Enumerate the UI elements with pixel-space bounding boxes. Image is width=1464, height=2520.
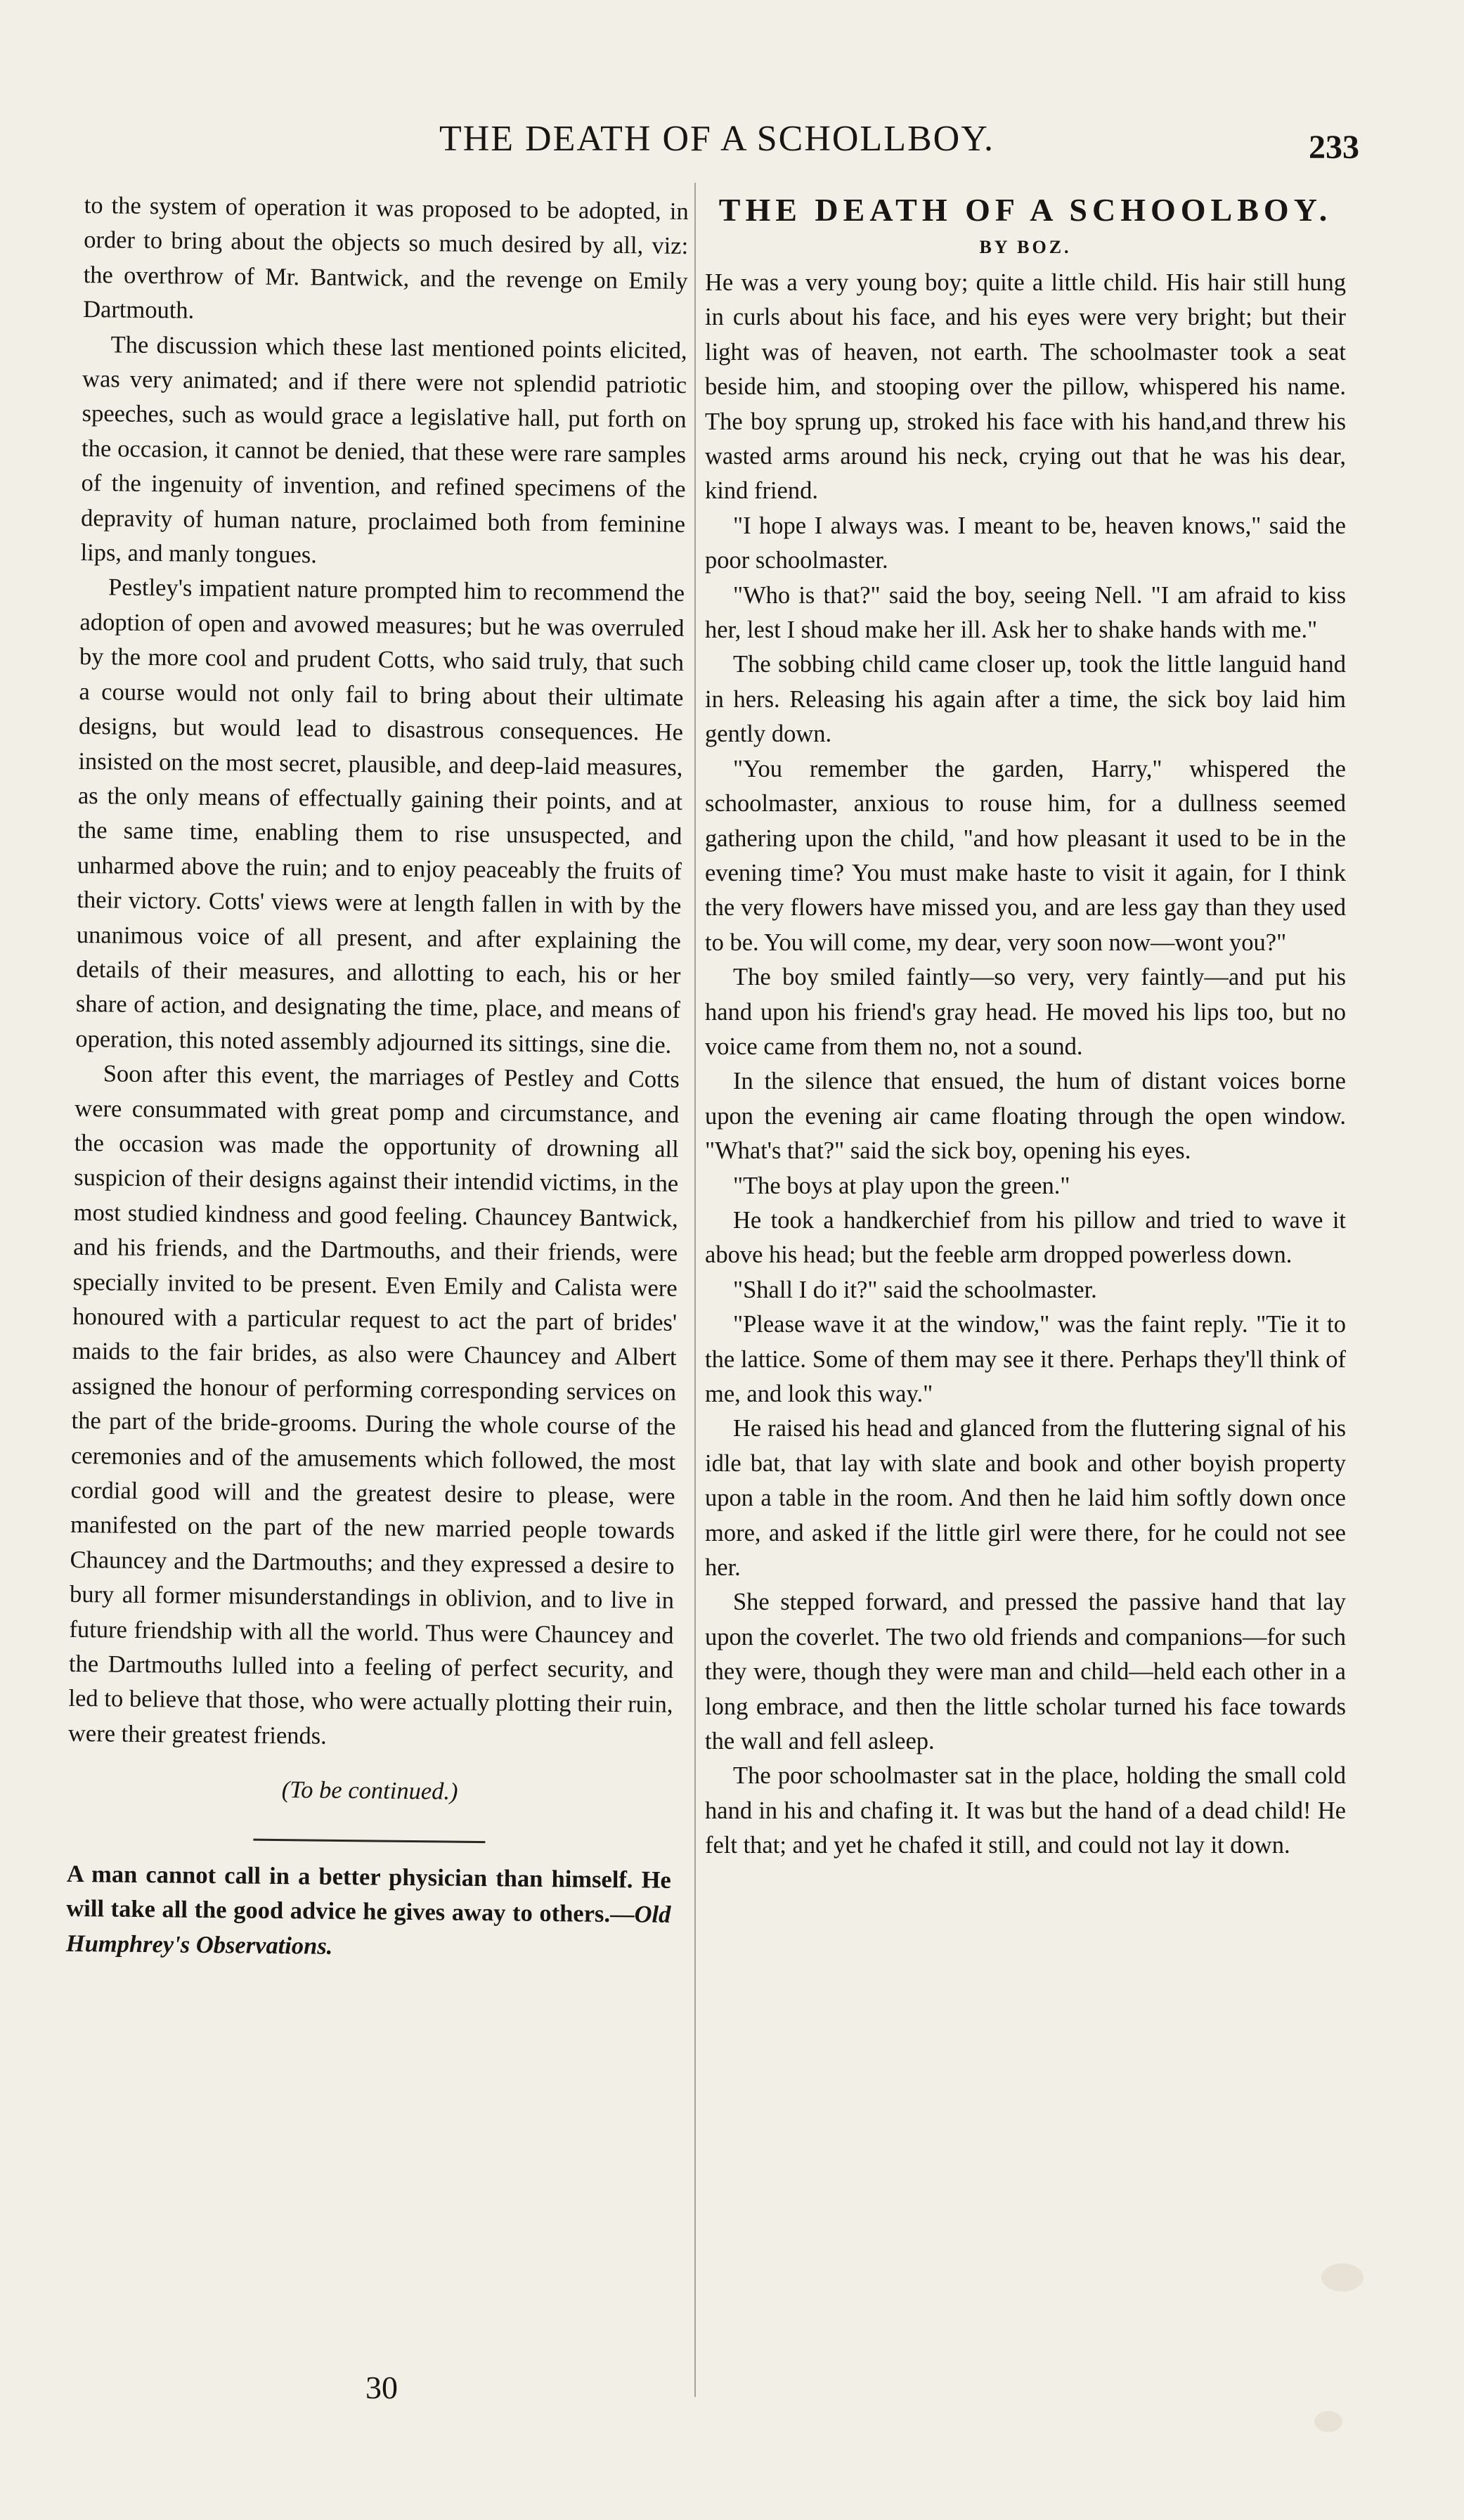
left-paragraph: The discussion which these last mentioned points elicited, was very animated; and if there were not splendid patriotic speeches, such as would grace a legislative hall, put forth on the occasion, it cannot be denied, that these were rare samples of the ingenuity of invention, and refined specimens of the depravity of human nature, proclaimed both from feminine lips, and manly tongues. xyxy=(80,331,687,569)
paper-stain xyxy=(1321,2263,1363,2292)
left-paragraph: Soon after this event, the marriages of Pestley and Cotts were consummated with great pomp and circumstance, and the occasion was made the opportunity of drowning all suspicion of their designs against their intendid victims, in the most studied kindness and good feeling. Chauncey Bantwick, and his friends, and the Dartmouths, and their friends, were specially invited to be present. Even Emily and Calista were honoured with a particular request to act the part of brides' maids to the fair brides, as also were Chauncey and Albert assigned the honour of performing corresponding services on the part of the bride-grooms. During the whole course of the ceremonies and of the amusements which followed, the most cordial good will and the greatest desire to please, were manifested on the part of the new married people towards Chauncey and the Dartmouths; and they expressed a desire to bury all former misunderstandings in oblivion, and to live in future friendship with all the world. Thus were Chauncey and the Dartmouths lulled into a feeling of perfect security, and led to believe that those, who were actually plotting their ruin, were their greatest friends. xyxy=(67,1060,680,1750)
right-paragraph: "Please wave it at the window," was the faint reply. "Tie it to the lattice. Some of them may see it there. Perhaps they'll think of me, and look this way." xyxy=(705,1311,1346,1407)
aphorism-text: A man cannot call in a better physician than himself. He will take all the good advice he gives away to others.— xyxy=(66,1860,672,1928)
right-paragraph: In the silence that ensued, the hum of distant voices borne upon the evening air came floating through the open window. "What's that?" said the sick boy, opening his eyes. xyxy=(705,1068,1346,1165)
right-paragraph: "I hope I always was. I meant to be, heaven knows," said the poor schoolmaster. xyxy=(705,512,1346,574)
aphorism xyxy=(66,1857,672,1967)
right-column xyxy=(705,190,1346,1863)
right-paragraph: The poor schoolmaster sat in the place, holding the small cold hand in his and chafing it. It was but the hand of a dead child! He felt that; and yet he chafed it still, and could not lay it down. xyxy=(705,1762,1346,1859)
folio-number: 30 xyxy=(365,2370,398,2405)
right-paragraph: He raised his head and glanced from the fluttering signal of his idle bat, that lay with slate and book and other boyish property upon a table in the room. And then he laid him softly down once more, and asked if the little girl were there, for he could not see her. xyxy=(705,1415,1346,1582)
page-number: 233 xyxy=(1309,129,1359,166)
left-paragraph: to the system of operation it was proposed to be adopted, in order to bring about the objects so much desired by all, viz: the overthrow of Mr. Bantwick, and the revenge on Emily Dartmouth. xyxy=(82,191,689,324)
column-divider xyxy=(694,183,696,2397)
left-paragraph: Pestley's impatient nature prompted him to recommend the adoption of open and avowed measures; but he was overruled by the more cool and prudent Cotts, who said truly, that such a course would not only fail to bring about their ultimate designs, but would lead to disastrous consequences. He insisted on the most secret, plausible, and deep-laid measures, as the only means of effectually gaining their points, and at the same time, enabling them to rise unsuspected, and unharmed above the ruin; and to enjoy peaceably the fruits of their victory. Cotts' views were at length fallen in with by the unanimous voice of all present, and after explaining the details of their measures, and allotting to each, his or her share of action, and designating the time, place, and means of operation, this noted assembly adjourned its sittings, sine die. xyxy=(75,574,685,1059)
right-paragraph: The sobbing child came closer up, took the little languid hand in hers. Releasing his again after a time, the sick boy laid him gently down. xyxy=(705,651,1346,748)
right-paragraph: He was a very young boy; quite a little child. His hair still hung in curls about his face, and his eyes were very bright; but their light was of heaven, not earth. The schoolmaster took a seat beside him, and stooping over the pillow, whispered his name. The boy sprung up, stroked his face with his hand,and threw his wasted arms around his neck, crying out that he was his dear, kind friend. xyxy=(705,269,1346,505)
right-paragraph: "Shall I do it?" said the schoolmaster. xyxy=(733,1276,1097,1303)
right-paragraph: The boy smiled faintly—so very, very faintly—and put his hand upon his friend's gray head. He moved his lips too, but no voice came from them no, not a sound. xyxy=(705,964,1346,1060)
paper-stain xyxy=(1314,2411,1342,2432)
right-paragraph: "You remember the garden, Harry," whispered the schoolmaster, anxious to rouse him, for a dullness seemed gathering upon the child, "and how pleasant it used to be in the evening time? You must make haste to visit it again, for I think the very flowers have missed you, and are less gay than they used to be. You will come, my dear, very soon now—wont you?" xyxy=(705,755,1346,956)
right-paragraph: He took a handkerchief from his pillow and tried to wave it above his head; but the feeble arm dropped powerless down. xyxy=(705,1206,1346,1269)
right-paragraph: "Who is that?" said the boy, seeing Nell. "I am afraid to kiss her, lest I shoud make her ill. Ask her to shake hands with me." xyxy=(705,581,1346,644)
section-rule xyxy=(253,1838,485,1842)
right-paragraph: She stepped forward, and pressed the passive hand that lay upon the coverlet. The two old friends and companions—for such they were, though they were man and child—held each other in a long embrace, and then the little scholar turned his face towards the wall and fell asleep. xyxy=(705,1589,1346,1755)
continued-note: (To be continued.) xyxy=(281,1776,458,1805)
right-paragraph: "The boys at play upon the green." xyxy=(733,1172,1070,1199)
left-column xyxy=(66,188,689,1967)
aphorism-source: Old Humphrey's Observations. xyxy=(65,1901,671,1960)
article-title: THE DEATH OF A SCHOOLBOY. xyxy=(718,192,1333,228)
byline: BY BOZ. xyxy=(979,237,1072,257)
running-head: THE DEATH OF A SCHOLLBOY. xyxy=(439,119,995,159)
